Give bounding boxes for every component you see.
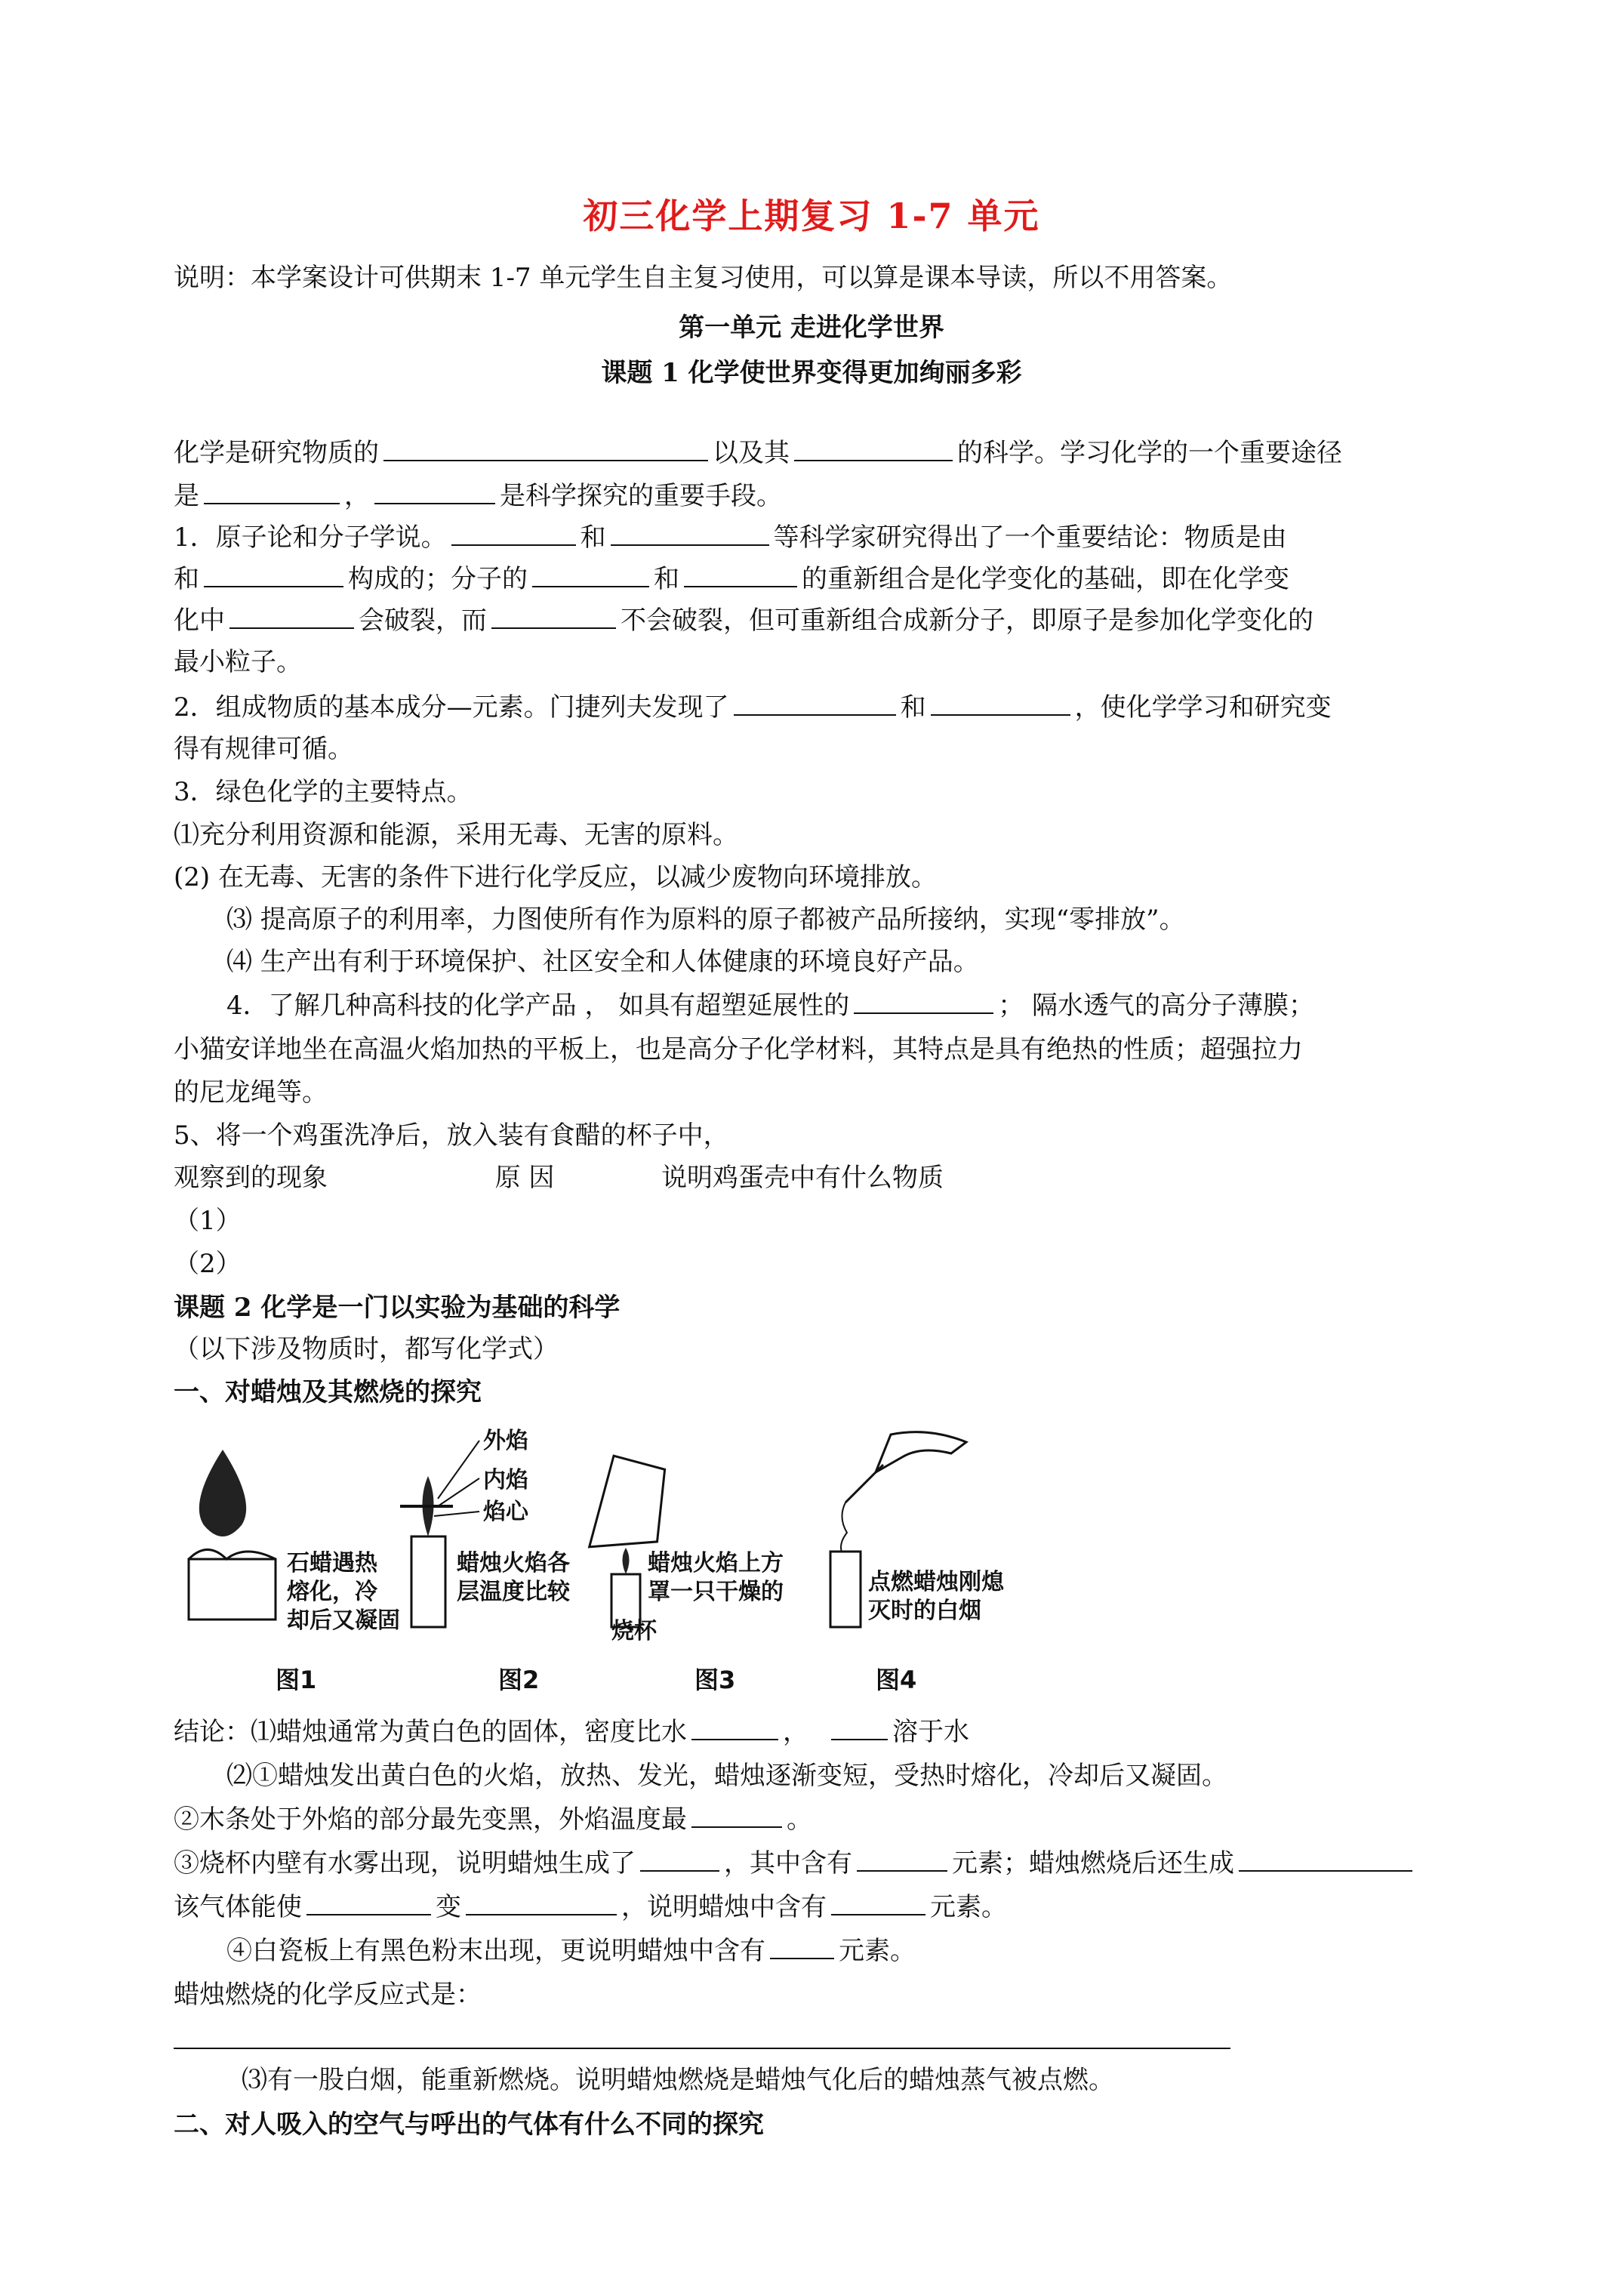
fig4-text-1: 点燃蜡烛刚熄	[868, 1569, 1004, 1595]
answer-blank[interactable]	[383, 437, 708, 461]
item2-line2: 得有规律可循。	[174, 734, 353, 764]
fig1-text-1: 石蜡遇热	[287, 1550, 377, 1576]
conclusion-3: ②木条处于外焰的部分最先变黑，外焰温度最 。	[174, 1804, 812, 1835]
conclusion-white-smoke: ⑶有一股白烟，能重新燃烧。说明蜡烛燃烧是蜡烛气化后的蜡烛蒸气被点燃。	[242, 2065, 1114, 2095]
outer-flame-label: 外焰	[483, 1428, 528, 1454]
fig1-caption: 图1	[276, 1666, 317, 1694]
conclusion-2: ⑵①蜡烛发出黄白色的火焰，放热、发光，蜡烛逐渐变短，受热时熔化，冷却后又凝固。	[226, 1761, 1227, 1791]
equation-answer-line[interactable]	[174, 2048, 1230, 2049]
item1-line3: 化中 会破裂，而 不会破裂，但可重新组合成新分子，即原子是参加化学变化的	[174, 606, 1313, 636]
item4-line1: 4．了解几种高科技的化学产品 ， 如具有超塑延展性的 ； 隔水透气的高分子薄膜；	[226, 991, 1315, 1021]
answer-blank[interactable]	[1239, 1848, 1412, 1872]
fig1-text-2: 熔化，冷	[287, 1579, 377, 1605]
answer-blank[interactable]	[931, 692, 1070, 716]
egg-table-header: 观察到的现象 原 因 说明鸡蛋壳中有什么物质	[174, 1163, 944, 1193]
answer-blank[interactable]	[204, 480, 340, 504]
reaction-equation-label: 蜡烛燃烧的化学反应式是：	[174, 1980, 482, 2010]
answer-blank[interactable]	[691, 1804, 782, 1828]
answer-blank[interactable]	[204, 563, 343, 587]
conclusion-5: 该气体能使 变 ，说明蜡烛中含有 元素。	[174, 1892, 1007, 1922]
item5-text: 5、将一个鸡蛋洗净后，放入装有食醋的杯子中，	[174, 1120, 729, 1151]
fig3-beaker	[590, 1456, 784, 1644]
fig2-flame-layers	[400, 1428, 571, 1627]
fig4-caption: 图4	[876, 1666, 917, 1694]
green-chem-point-1: ⑴充分利用资源和能源，采用无毒、无害的原料。	[174, 820, 738, 850]
answer-blank[interactable]	[794, 437, 953, 461]
core-flame-label: 焰心	[483, 1499, 528, 1525]
fig1-melting-wax	[189, 1450, 400, 1634]
fig3-text-1: 蜡烛火焰上方	[648, 1550, 784, 1576]
fig3-caption: 图3	[694, 1666, 736, 1694]
conclusion-1: 结论：⑴蜡烛通常为黄白色的固体，密度比水 ， 溶于水	[174, 1717, 969, 1747]
topic2-note: （以下涉及物质时，都写化学式）	[174, 1334, 559, 1364]
green-chem-point-2: (2) 在无毒、无害的条件下进行化学反应，以减少废物向环境排放。	[174, 862, 937, 892]
item4-line2: 小猫安详地坐在高温火焰加热的平板上，也是高分子化学材料，其特点是具有绝热的性质；超强拉力	[174, 1034, 1303, 1065]
answer-blank[interactable]	[734, 692, 896, 716]
unit-heading: 第一单元 走进化学世界	[679, 313, 944, 343]
candle-experiment-figure	[181, 1419, 1049, 1694]
section2-heading: 二、对人吸入的空气与呼出的气体有什么不同的探究	[174, 2110, 764, 2140]
para-chemistry-definition-2: 是 ， 是科学探究的重要手段。	[174, 481, 782, 511]
answer-blank[interactable]	[306, 1891, 431, 1915]
answer-blank[interactable]	[831, 1716, 888, 1740]
inner-flame-label: 内焰	[483, 1467, 528, 1493]
item1-line2: 和 构成的；分子的 和 的重新组合是化学变化的基础，即在化学变	[174, 564, 1289, 594]
fig2-text-1: 蜡烛火焰各	[457, 1550, 570, 1576]
item1-line4: 最小粒子。	[174, 647, 302, 677]
fig1-text-3: 却后又凝固	[287, 1607, 400, 1634]
item1-line1: 1．原子论和分子学说。 和 等科学家研究得出了一个重要结论：物质是由	[174, 522, 1287, 553]
conclusion-4: ③烧杯内壁有水雾出现，说明蜡烛生成了 ，其中含有 元素；蜡烛燃烧后还生成	[174, 1847, 1417, 1880]
answer-blank[interactable]	[451, 522, 576, 546]
answer-blank[interactable]	[854, 990, 993, 1014]
answer-blank[interactable]	[466, 1891, 617, 1915]
answer-blank[interactable]	[691, 1716, 778, 1740]
answer-blank[interactable]	[857, 1848, 947, 1872]
fig4-text-2: 灭时的白烟	[868, 1598, 981, 1624]
answer-blank[interactable]	[684, 563, 797, 587]
section1-heading: 一、对蜡烛及其燃烧的探究	[174, 1377, 482, 1407]
answer-blank[interactable]	[491, 605, 616, 629]
item3-heading: 3．绿色化学的主要特点。	[174, 777, 473, 807]
fig3-text-2: 罩一只干燥的	[648, 1579, 784, 1605]
item4-line3: 的尼龙绳等。	[174, 1077, 328, 1108]
answer-blank[interactable]	[374, 480, 495, 504]
fig4-white-smoke	[830, 1432, 1005, 1627]
fig2-text-2: 层温度比较	[457, 1579, 570, 1605]
candle-figure-svg	[181, 1419, 1049, 1646]
topic1-heading: 课题 1 化学使世界变得更加绚丽多彩	[601, 358, 1022, 388]
topic2-heading: 课题 2 化学是一门以实验为基础的科学	[174, 1293, 621, 1323]
answer-blank[interactable]	[640, 1848, 719, 1872]
item2-line1: 2．组成物质的基本成分—元素。门捷列夫发现了 和 ，使化学学习和研究变	[174, 692, 1332, 723]
green-chem-point-4: ⑷ 生产出有利于环境保护、社区安全和人体健康的环境良好产品。	[226, 947, 979, 977]
answer-blank[interactable]	[229, 605, 354, 629]
conclusion-6: ④白瓷板上有黑色粉末出现，更说明蜡烛中含有 元素。	[226, 1936, 916, 1966]
answer-blank[interactable]	[831, 1891, 925, 1915]
fig3-text-3: 烧杯	[611, 1618, 657, 1644]
answer-blank[interactable]	[611, 522, 769, 546]
answer-blank[interactable]	[532, 563, 649, 587]
intro-text: 说明：本学案设计可供期末 1-7 单元学生自主复习使用，可以算是课本导读，所以不用答案。	[174, 263, 1233, 293]
green-chem-point-3: ⑶ 提高原子的利用率，力图使所有作为原料的原子都被产品所接纳，实现“零排放”。	[226, 905, 1185, 935]
fig2-caption: 图2	[498, 1666, 540, 1694]
egg-row-1: （1）	[174, 1206, 242, 1236]
egg-row-2: （2）	[174, 1249, 242, 1279]
para-chemistry-definition: 化学是研究物质的 以及其 的科学。学习化学的一个重要途径	[174, 438, 1342, 468]
answer-blank[interactable]	[770, 1935, 834, 1959]
page-title: 初三化学上期复习 1-7 单元	[583, 196, 1040, 236]
